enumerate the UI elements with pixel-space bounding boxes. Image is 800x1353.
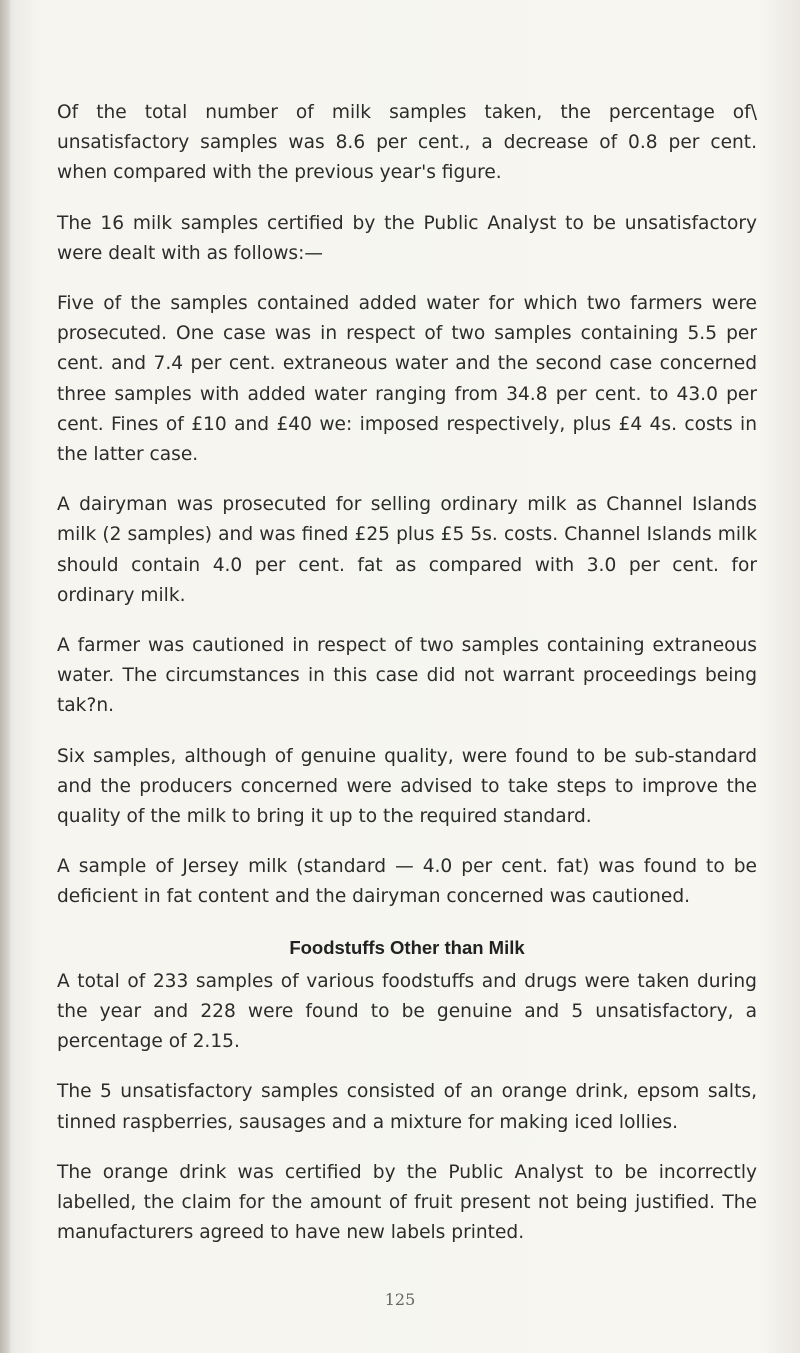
paragraph-farmer-cautioned: A farmer was cautioned in respect of two samples containing extraneous water. The circumstances in this case did not warrant proceedings being tak?n.	[57, 635, 757, 717]
paragraph-added-water: Five of the samples contained added water for which two farmers were prosecuted. One case was in respect of two samples containing 5.5 per cent. and 7.4 per cent. extraneous water and the second case concerned three samples with added water ranging from 34.8 per cent. to 43.0 per cent. Fines of £10 and £40 we: imposed respectively, plus £4 4s. costs in the latter case.	[57, 293, 757, 466]
page-number: 125	[384, 1290, 416, 1309]
paragraph-orange-drink: The orange drink was certified by the Public Analyst to be incorrectly labelled, the claim for the amount of fruit present not being justified. The manufacturers agreed to have new labels printed.	[57, 1161, 757, 1244]
paragraph-sub-standard: Six samples, although of genuine quality, were found to be sub-standard and the producers concerned were advised to take steps to improve the quality of the milk to bring it up to the required standard.	[57, 745, 757, 828]
body-text	[57, 98, 757, 1269]
paragraph-milk-percentage: Of the total number of milk samples taken, the percentage of\ unsatisfactory samples was 8.6 per cent., a decrease of 0.8 per cent. when compared with the previous year's figure.	[57, 102, 757, 184]
paragraph-foodstuffs-total: A total of 233 samples of various foodstuffs and drugs were taken during the year and 228 were found to be genuine and 5 unsatisfactory, a percentage of 2.15.	[57, 970, 757, 1053]
paragraph-milk-certified: The 16 milk samples certified by the Public Analyst to be unsatisfactory were dealt with as follows:—	[57, 212, 757, 264]
paragraph-unsatisfactory-samples: The 5 unsatisfactory samples consisted of an orange drink, epsom salts, tinned raspberries, sausages and a mixture for making iced lollies.	[57, 1081, 757, 1133]
section-heading-foodstuffs: Foodstuffs Other than Milk	[289, 936, 525, 958]
paragraph-dairyman-prosecuted: A dairyman was prosecuted for selling ordinary milk as Channel Islands milk (2 samples) and was fined £25 plus £5 5s. costs. Channel Islands milk should contain 4.0 per cent. fat as compared with 3.0 per cent. for ordinary milk.	[57, 494, 757, 606]
page-spine-shadow	[0, 0, 10, 1353]
paragraph-jersey-milk: A sample of Jersey milk (standard — 4.0 per cent. fat) was found to be deficient in fat content and the dairyman concerned was cautioned.	[57, 856, 757, 908]
